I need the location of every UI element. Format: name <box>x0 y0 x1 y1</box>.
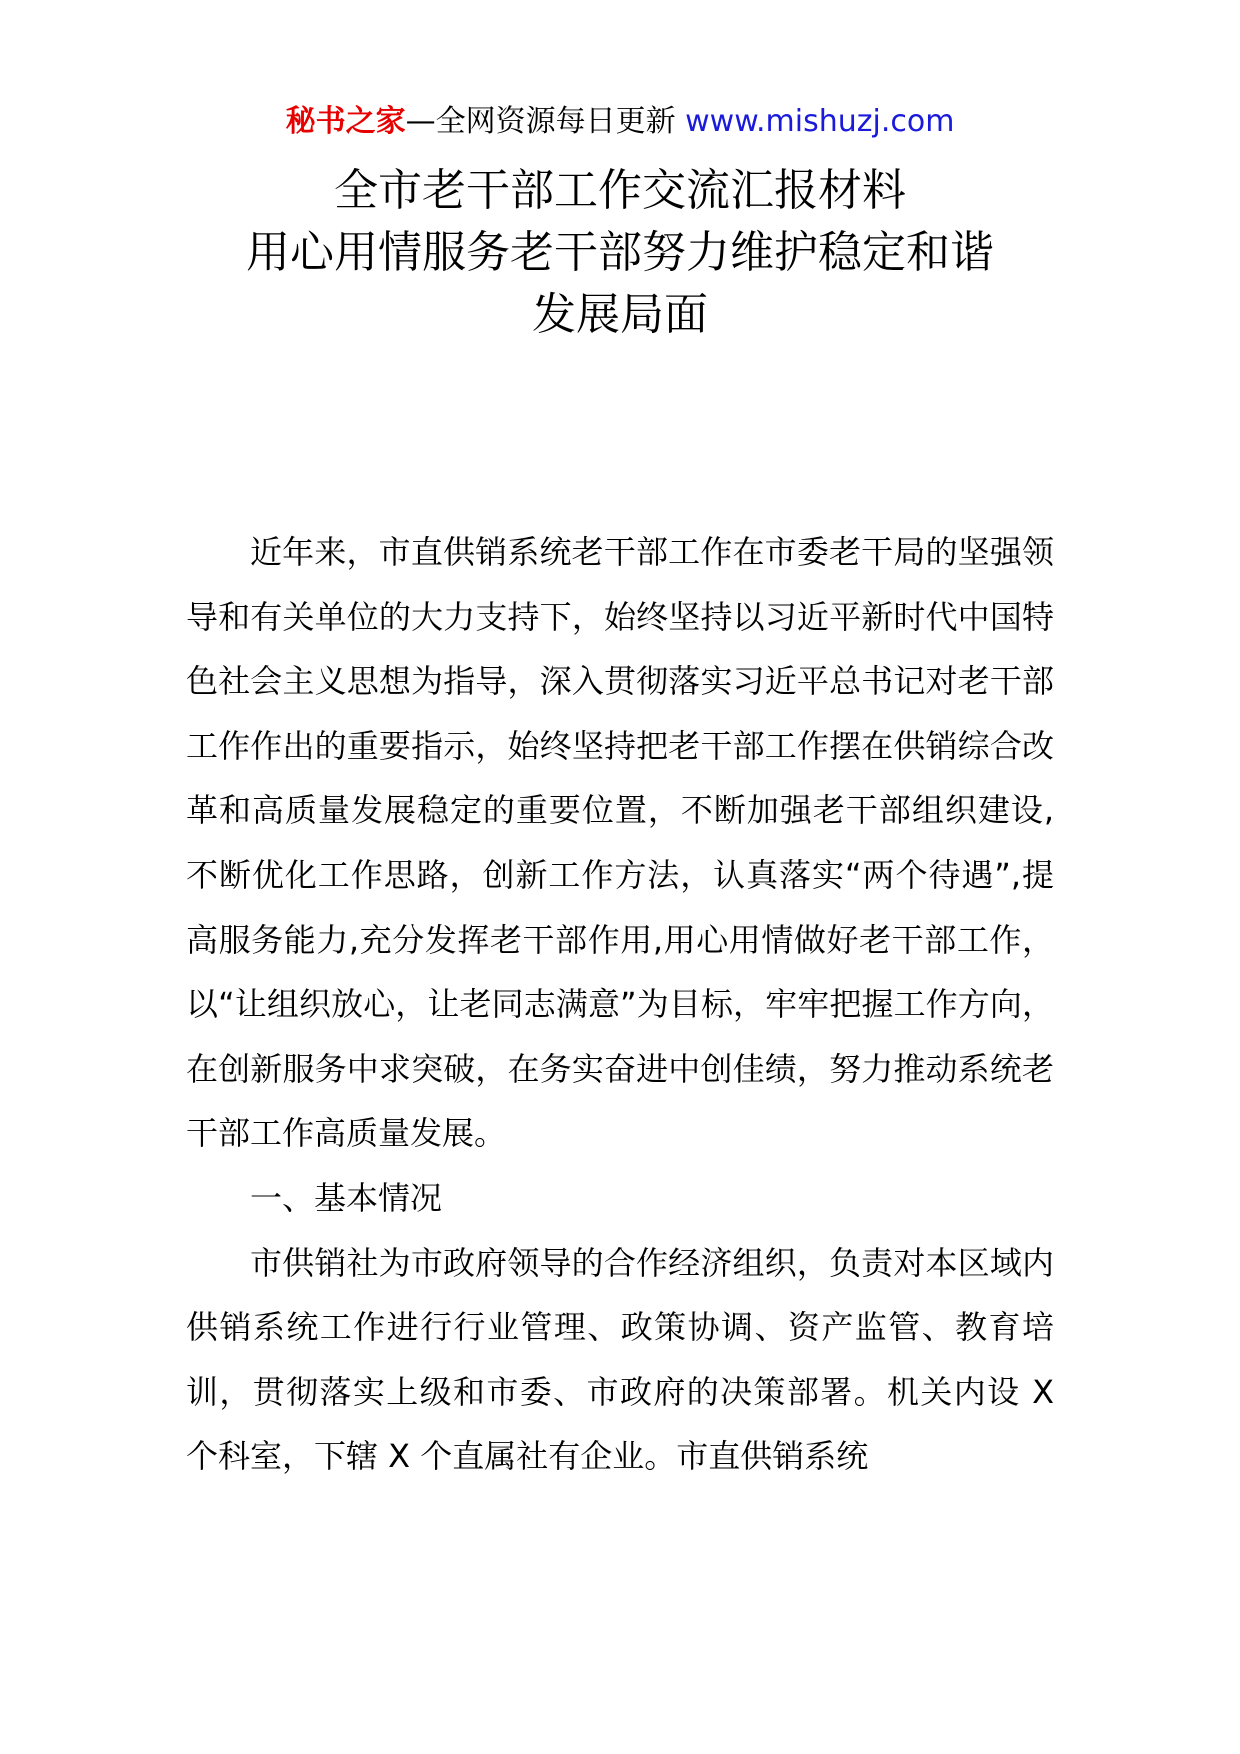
section-heading-basic-situation: 一、基本情况 <box>250 1178 443 1217</box>
brand-name: 秘书之家 <box>285 104 406 139</box>
basic-situation-paragraph: 市供销社为市政府领导的合作经济组织，负责对本区域内供销系统工作进行行业管理、政策协调、资产监管、教育培训，贯彻落实上级和市委、市政府的决策部署。机关内设 X 个科室，下辖 X 个直属社有企业。市直供销系统 <box>186 1243 1054 1476</box>
title-line-1: 全市老干部工作交流汇报材料 <box>334 165 906 216</box>
site-url-link[interactable]: www.mishuzj.com <box>685 104 955 139</box>
site-banner <box>0 100 1240 144</box>
document-title <box>180 160 1060 346</box>
title-line-2: 用心用情服务老干部努力维护稳定和谐 <box>246 227 994 278</box>
document-body <box>186 520 1054 1489</box>
banner-tagline: —全网资源每日更新 <box>405 104 686 139</box>
intro-paragraph: 近年来，市直供销系统老干部工作在市委老干局的坚强领导和有关单位的大力支持下，始终坚持以习近平新时代中国特色社会主义思想为指导，深入贯彻落实习近平总书记对老干部工作作出的重要指示，始终坚持把老干部工作摆在供销综合改革和高质量发展稳定的重要位置，不断加强老干部组织建设,不断优化工作思路，创新工作方法，认真落实“两个待遇”,提高服务能力,充分发挥老干部作用,用心用情做好老干部工作，以“让组织放心，让老同志满意”为目标，牢牢把握工作方向，在创新服务中求突破，在务实奋进中创佳绩，努力推动系统老干部工作高质量发展。 <box>186 533 1054 1153</box>
title-line-3: 发展局面 <box>532 289 708 340</box>
